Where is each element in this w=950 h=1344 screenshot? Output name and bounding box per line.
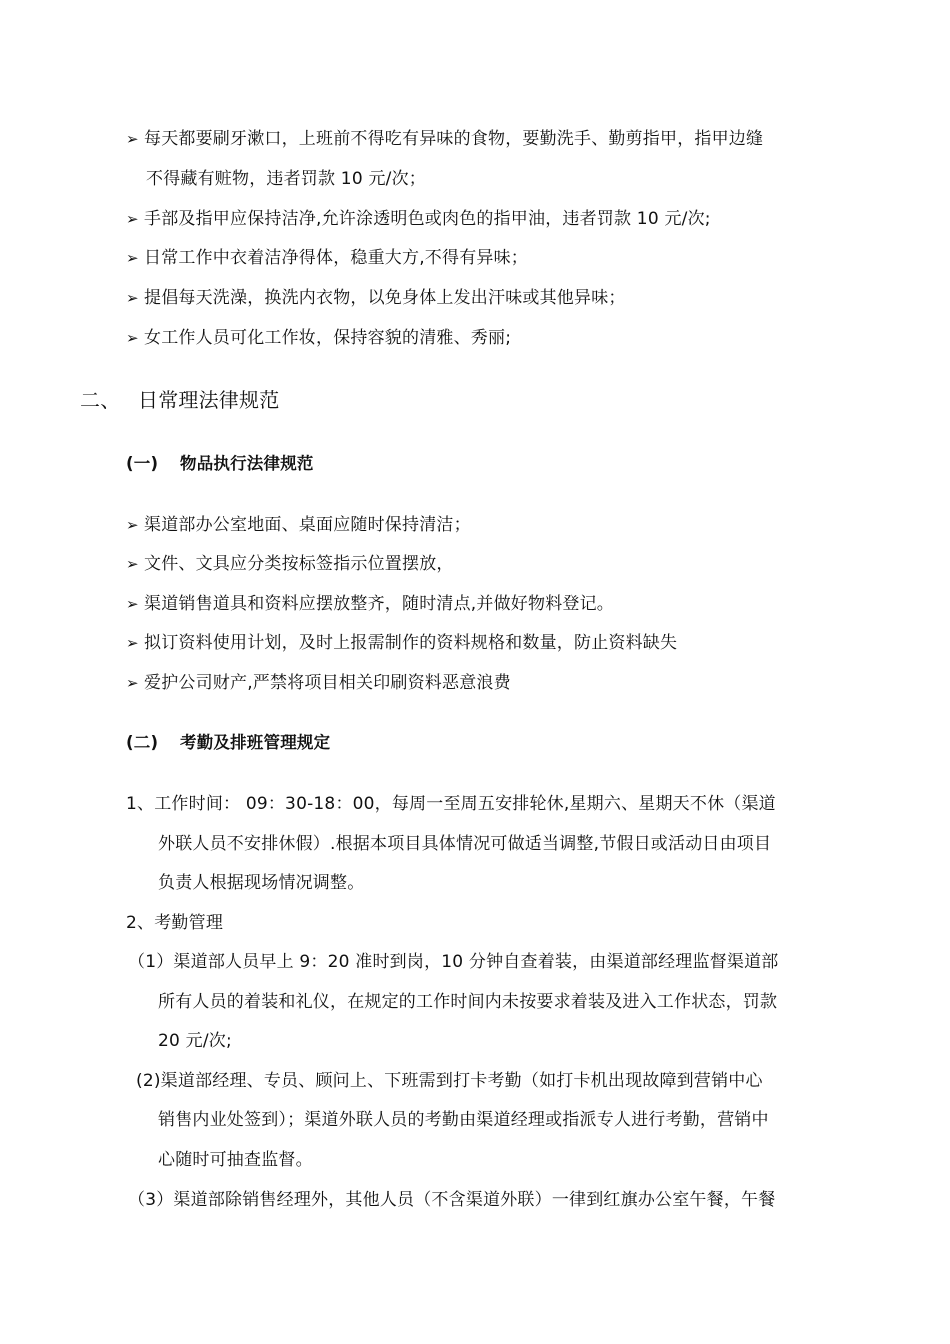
- bullet-text: 日常工作中衣着洁净得体，稳重大方,不得有异味；: [144, 248, 529, 268]
- paragraph-line: 负责人根据现场情况调整。: [158, 873, 365, 893]
- bullet-text: 女工作人员可化工作妆，保持容貌的清雅、秀丽;: [144, 328, 512, 348]
- subsection-title: 物品执行法律规范: [180, 454, 314, 473]
- paragraph-line: 1、工作时间： 09：30-18：00，每周一至周五安排轮休,星期六、星期天不休（渠道: [126, 794, 776, 814]
- arrow-bullet-icon: ➢: [126, 289, 139, 307]
- arrow-bullet-icon: ➢: [126, 595, 139, 613]
- bullet-continuation: 不得藏有赃物，违者罚款 10 元/次；: [146, 169, 426, 189]
- arrow-bullet-icon: ➢: [126, 516, 139, 534]
- bullet-item: [126, 671, 511, 695]
- paragraph-line: 所有人员的着装和礼仪，在规定的工作时间内未按要求着装及进入工作状态，罚款: [158, 992, 778, 1012]
- bullet-text: 提倡每天洗澡，换洗内衣物，以免身体上发出汗味或其他异味；: [144, 288, 626, 308]
- section-title: 日常理法律规范: [138, 388, 280, 412]
- subsection-heading: [126, 452, 314, 476]
- bullet-text: 手部及指甲应保持洁净,允许涂透明色或肉色的指甲油，违者罚款 10 元/次;: [144, 209, 711, 229]
- arrow-bullet-icon: ➢: [126, 249, 139, 267]
- bullet-item: [126, 631, 677, 655]
- subsection-heading: [126, 731, 330, 755]
- bullet-item: [126, 552, 454, 576]
- bullet-item: [126, 207, 711, 231]
- paragraph-line: 心随时可抽查监督。: [158, 1150, 313, 1170]
- bullet-text: 渠道销售道具和资料应摆放整齐，随时清点,并做好物料登记。: [144, 594, 615, 614]
- section-heading: [80, 386, 279, 414]
- bullet-text: 文件、文具应分类按标签指示位置摆放，: [144, 554, 454, 574]
- arrow-bullet-icon: ➢: [126, 329, 139, 347]
- paragraph-line: 20 元/次;: [158, 1031, 232, 1051]
- arrow-bullet-icon: ➢: [126, 634, 139, 652]
- paragraph-line: (2)渠道部经理、专员、顾问上、下班需到打卡考勤（如打卡机出现故障到营销中心: [136, 1071, 763, 1091]
- arrow-bullet-icon: ➢: [126, 674, 139, 692]
- bullet-item: [126, 127, 763, 151]
- subsection-number: (二): [126, 733, 159, 752]
- paragraph-line: （1）渠道部人员早上 9：20 准时到岗，10 分钟自查着装，由渠道部经理监督渠道部: [128, 952, 779, 972]
- bullet-item: [126, 326, 511, 350]
- bullet-text: 爱护公司财产,严禁将项目相关印刷资料恶意浪费: [144, 673, 511, 693]
- bullet-item: [126, 513, 471, 537]
- arrow-bullet-icon: ➢: [126, 555, 139, 573]
- subsection-title: 考勤及排班管理规定: [180, 733, 331, 752]
- bullet-text: 渠道部办公室地面、桌面应随时保持清洁；: [144, 515, 471, 535]
- bullet-item: [126, 246, 528, 270]
- arrow-bullet-icon: ➢: [126, 130, 139, 148]
- paragraph-line: 外联人员不安排休假）.根据本项目具体情况可做适当调整,节假日或活动日由项目: [158, 834, 772, 854]
- section-number: 二、: [80, 388, 121, 412]
- bullet-text: 拟订资料使用计划，及时上报需制作的资料规格和数量，防止资料缺失: [144, 633, 678, 653]
- bullet-text: 每天都要刷牙漱口，上班前不得吃有异味的食物，要勤洗手、勤剪指甲，指甲边缝: [144, 129, 764, 149]
- paragraph-heading: 2、考勤管理: [126, 913, 224, 933]
- bullet-item: [126, 286, 626, 310]
- bullet-item: [126, 592, 614, 616]
- paragraph-line: 销售内业处签到）；渠道外联人员的考勤由渠道经理或指派专人进行考勤，营销中: [158, 1110, 769, 1130]
- arrow-bullet-icon: ➢: [126, 210, 139, 228]
- subsection-number: (一): [126, 454, 159, 473]
- paragraph-line: （3）渠道部除销售经理外，其他人员（不含渠道外联）一律到红旗办公室午餐，午餐: [128, 1190, 776, 1210]
